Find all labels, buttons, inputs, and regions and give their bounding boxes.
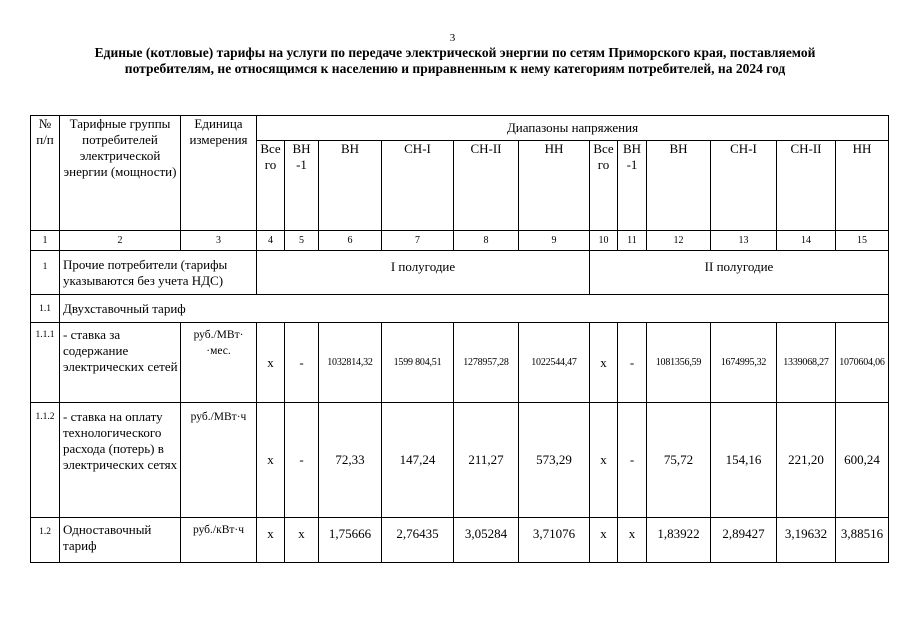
value-cell: 147,24 [382,403,454,518]
value-cell: x [590,518,618,563]
value-cell: 75,72 [647,403,711,518]
header-sub-total-1: Все го [257,141,285,231]
col-number: 12 [647,231,711,251]
value-cell: 1,75666 [319,518,382,563]
col-number: 14 [777,231,836,251]
page-number: 3 [449,32,456,44]
value-cell: 2,89427 [711,518,777,563]
header-sub-vn1-2: ВН -1 [618,141,647,231]
row-label: - ставка за содержание электрических сетей [60,323,181,403]
value-cell: 1674995,32 [711,323,777,403]
col-number: 9 [519,231,590,251]
value-cell: 1081356,59 [647,323,711,403]
table-row [31,323,889,403]
row-number: 1.2 [31,518,60,563]
value-cell: 3,05284 [454,518,519,563]
half-year-1: I полугодие [257,251,590,295]
col-number: 1 [31,231,60,251]
value-cell: - [618,323,647,403]
col-number: 11 [618,231,647,251]
value-cell: 72,33 [319,403,382,518]
col-number: 7 [382,231,454,251]
row-number: 1.1.1 [31,323,60,403]
header-num: № п/п [31,116,60,231]
row-number: 1.1.2 [31,403,60,518]
value-cell: x [285,518,319,563]
table-row [31,251,889,295]
col-number: 6 [319,231,382,251]
value-cell: x [257,323,285,403]
col-number: 13 [711,231,777,251]
value-cell: 1278957,28 [454,323,519,403]
header-sub-sn2-2: СН-II [777,141,836,231]
col-number: 10 [590,231,618,251]
value-cell: - [285,323,319,403]
header-groups: Тарифные группы потребителей электрической энергии (мощности) [60,116,181,231]
row-number: 1.1 [31,295,60,323]
row-label: Прочие потребители (тарифы указываются без учета НДС) [60,251,257,295]
value-cell: 600,24 [836,403,889,518]
row-label: Двухставочный тариф [60,295,889,323]
value-cell: 1,83922 [647,518,711,563]
table-row [31,403,889,518]
header-sub-vn-2: ВН [647,141,711,231]
half-year-2: II полугодие [590,251,889,295]
value-cell: 3,71076 [519,518,590,563]
col-number: 5 [285,231,319,251]
value-cell: x [590,403,618,518]
col-number: 8 [454,231,519,251]
row-unit: руб./МВт· ·мес. [181,323,257,403]
value-cell: x [590,323,618,403]
row-unit: руб./кВт·ч [181,518,257,563]
value-cell: - [285,403,319,518]
col-number: 2 [60,231,181,251]
value-cell: 3,19632 [777,518,836,563]
table-row [31,295,889,323]
value-cell: 1022544,47 [519,323,590,403]
value-cell: 154,16 [711,403,777,518]
col-number: 3 [181,231,257,251]
value-cell: 2,76435 [382,518,454,563]
value-cell: x [618,518,647,563]
value-cell: 1599 804,51 [382,323,454,403]
header-sub-nn-1: НН [519,141,590,231]
value-cell: 211,27 [454,403,519,518]
header-sub-sn1-1: СН-I [382,141,454,231]
value-cell: - [618,403,647,518]
value-cell: 1032814,32 [319,323,382,403]
header-sub-total-2: Все го [590,141,618,231]
value-cell: 3,88516 [836,518,889,563]
row-label: - ставка на оплату технологического расхода (потерь) в электрических сетях [60,403,181,518]
row-label: Одноставочный тариф [60,518,181,563]
value-cell: x [257,403,285,518]
header-row-1 [31,116,889,141]
header-unit: Единица измерения [181,116,257,231]
tariff-table [30,115,889,563]
value-cell: 1070604,06 [836,323,889,403]
value-cell: 573,29 [519,403,590,518]
header-sub-sn2-1: СН-II [454,141,519,231]
col-number: 15 [836,231,889,251]
header-sub-vn-1: ВН [319,141,382,231]
value-cell: x [257,518,285,563]
value-cell: 221,20 [777,403,836,518]
table-row [31,518,889,563]
value-cell: 1339068,27 [777,323,836,403]
row-number: 1 [31,251,60,295]
col-number: 4 [257,231,285,251]
header-sub-sn1-2: СН-I [711,141,777,231]
document-title: Единые (котловые) тарифы на услуги по передаче электрической энергии по сетям Приморского края, поставляемой потребителям, не относящимся к населению и приравненным к нему категориям потребителей, на 2024 год [94,45,816,76]
header-voltage-ranges: Диапазоны напряжения [257,116,889,141]
header-sub-nn-2: НН [836,141,889,231]
header-sub-vn1-1: ВН -1 [285,141,319,231]
column-number-row [31,231,889,251]
row-unit: руб./МВт·ч [181,403,257,518]
